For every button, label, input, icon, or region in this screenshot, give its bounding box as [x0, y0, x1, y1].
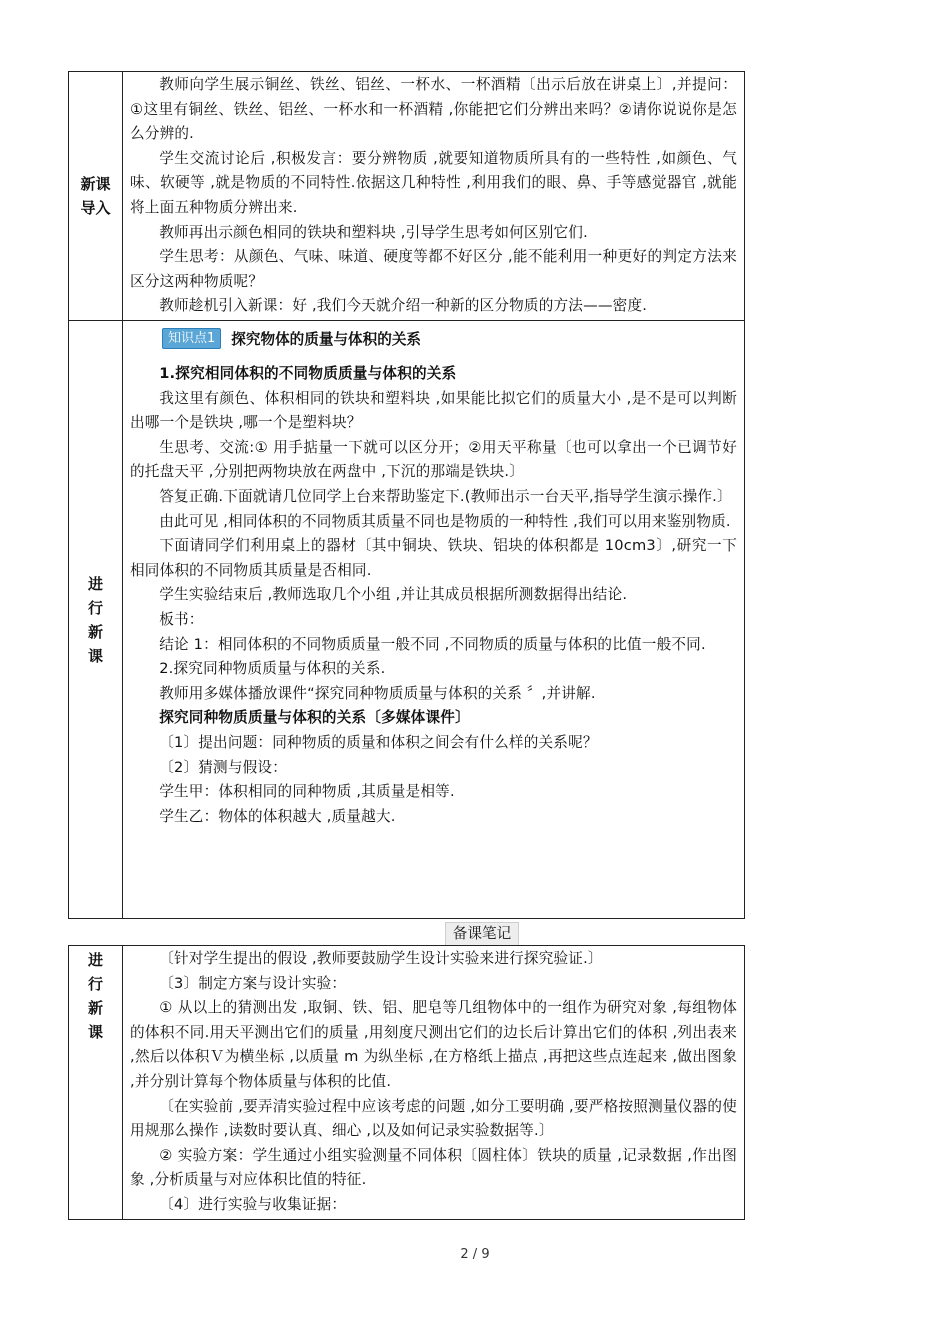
- row-new-lesson-continued: [69, 946, 745, 1220]
- section-label-new-lesson: 进行新课: [87, 574, 103, 665]
- intro-paragraph: 教师趁机引入新课：好 ,我们今天就介绍一种新的区分物质的方法——密度.: [159, 297, 648, 315]
- content-new-lesson: [123, 321, 745, 919]
- lesson-notes-label: 备课笔记: [445, 922, 519, 946]
- lesson-paragraph: 〔1〕提出问题：同种物质的质量和体积之间会有什么样的关系呢？: [159, 733, 598, 751]
- knowledge-point-title: 探究物体的质量与体积的关系: [231, 330, 422, 348]
- page-number: 2 / 9: [460, 1247, 490, 1262]
- conclusion-1: 结论 1：相同体积的不同物质质量一般不同 ,不同物质的质量与体积的比值一般不同.: [159, 635, 706, 653]
- lesson-paragraph: 下面请同学们利用桌上的器材〔其中铜块、铁块、铝块的体积都是 10cm3〕,研究一下相同体积的不同物质其质量是否相同.: [130, 537, 737, 579]
- lesson-table-2: [68, 945, 745, 1220]
- section-label-new-lesson-continued: 进行新课: [87, 951, 103, 1041]
- lesson-paragraph: 我这里有颜色、体积相同的铁块和塑料块 ,如果能比拟它们的质量大小 ,是不是可以判断出哪一个是铁块 ,哪一个是塑料块？: [130, 389, 737, 432]
- lesson-paragraph: 生思考、交流:① 用手掂量一下就可以区分开；②用天平称量〔也可以拿出一个已调节好的托盘天平 ,分别把两物块放在两盘中 ,下沉的那端是铁块.〕: [130, 438, 737, 481]
- intro-paragraph: 学生思考：从颜色、气味、味道、硬度等都不好区分 ,能不能利用一种更好的判定方法来区分这两种物质呢？: [130, 248, 737, 290]
- lesson-paragraph: ② 实验方案：学生通过小组实验测量不同体积〔圆柱体〕铁块的质量 ,记录数据 ,作出图象 ,分析质量与对应体积比值的特征.: [130, 1146, 737, 1189]
- content-intro: [123, 72, 745, 321]
- intro-paragraph: 教师向学生展示铜丝、铁丝、铝丝、一杯水、一杯酒精〔出示后放在讲桌上〕,并提问：①这里有铜丝、铁丝、铝丝、一杯水和一杯酒精 ,你能把它们分辨出来吗？②请你说说你是怎么分辨的.: [130, 76, 737, 143]
- lesson-paragraph: 〔2〕猜测与假设：: [159, 758, 288, 776]
- lesson-table-1: [68, 71, 745, 919]
- lesson-paragraph: 〔3〕制定方案与设计实验：: [159, 974, 347, 992]
- lesson-paragraph: 〔在实验前 ,要弄清实验过程中应该考虑的问题 ,如分工要明确 ,要严格按照测量仪器的使用规那么操作 ,读数时要认真、细心 ,以及如何记录实验数据等.〕: [130, 1097, 737, 1140]
- content-new-lesson-continued: [123, 946, 745, 1220]
- lesson-paragraph: 学生乙：物体的体积越大 ,质量越大.: [159, 807, 396, 825]
- lesson-paragraph: 学生实验结束后 ,教师选取几个小组 ,并让其成员根据所测数据得出结论.: [159, 586, 628, 604]
- intro-paragraph: 学生交流讨论后 ,积极发言：要分辨物质 ,就要知道物质所具有的一些特性 ,如颜色、气味、软硬等 ,就是物质的不同特性.依据这几种特性 ,利用我们的眼、鼻、手等感觉器官 ,就能将上面五种物质分辨出来.: [130, 149, 737, 216]
- knowledge-point-header: [162, 322, 737, 354]
- label-cell-new-lesson-continued: [69, 946, 123, 1220]
- row-new-lesson: [69, 321, 745, 919]
- lesson-paragraph: ① 从以上的猜测出发 ,取铜、铁、铝、肥皂等几组物体中的一组作为研究对象 ,每组物体的体积不同.用天平测出它们的质量 ,用刻度尺测出它们的边长后计算出它们的体积 ,列出表来 ,然后以体积Ｖ为横坐标 ,以质量 m 为纵坐标 ,在方格纸上描点 ,再把这些点连起来 ,做出图象 ,并分别计算每个物体质量与体积的比值.: [130, 999, 737, 1090]
- lesson-paragraph: 〔针对学生提出的假设 ,教师要鼓励学生设计实验来进行探究验证.〕: [159, 950, 603, 967]
- lesson-paragraph: 答复正确.下面就请几位同学上台来帮助鉴定下.(教师出示一台天平,指导学生演示操作.〕: [159, 487, 732, 505]
- subheading-1: 1.探究相同体积的不同物质质量与体积的关系: [159, 365, 457, 382]
- row-intro: [69, 72, 745, 321]
- intro-paragraph: 教师再出示颜色相同的铁块和塑料块 ,引导学生思考如何区别它们.: [159, 223, 588, 241]
- label-cell-intro: [69, 72, 123, 321]
- knowledge-point-badge: 知识点1: [162, 328, 221, 349]
- lesson-paragraph: 学生甲：体积相同的同种物质 ,其质量是相等.: [159, 783, 455, 801]
- lesson-paragraph: 由此可见 ,相同体积的不同物质其质量不同也是物质的一种特性 ,我们可以用来鉴别物质.: [159, 512, 731, 530]
- lesson-paragraph: 〔4〕进行实验与收集证据：: [159, 1195, 347, 1213]
- multimedia-heading: 探究同种物质质量与体积的关系〔多媒体课件〕: [159, 709, 470, 727]
- lesson-paragraph: 教师用多媒体播放课件“探究同种物质质量与体积的关系 〞,并讲解.: [159, 684, 596, 702]
- subheading-2: 2.探究同种物质质量与体积的关系.: [159, 660, 386, 678]
- label-cell-new-lesson: [69, 321, 123, 919]
- section-label-intro: 新课导入: [80, 175, 111, 217]
- lesson-paragraph: 板书：: [159, 610, 204, 628]
